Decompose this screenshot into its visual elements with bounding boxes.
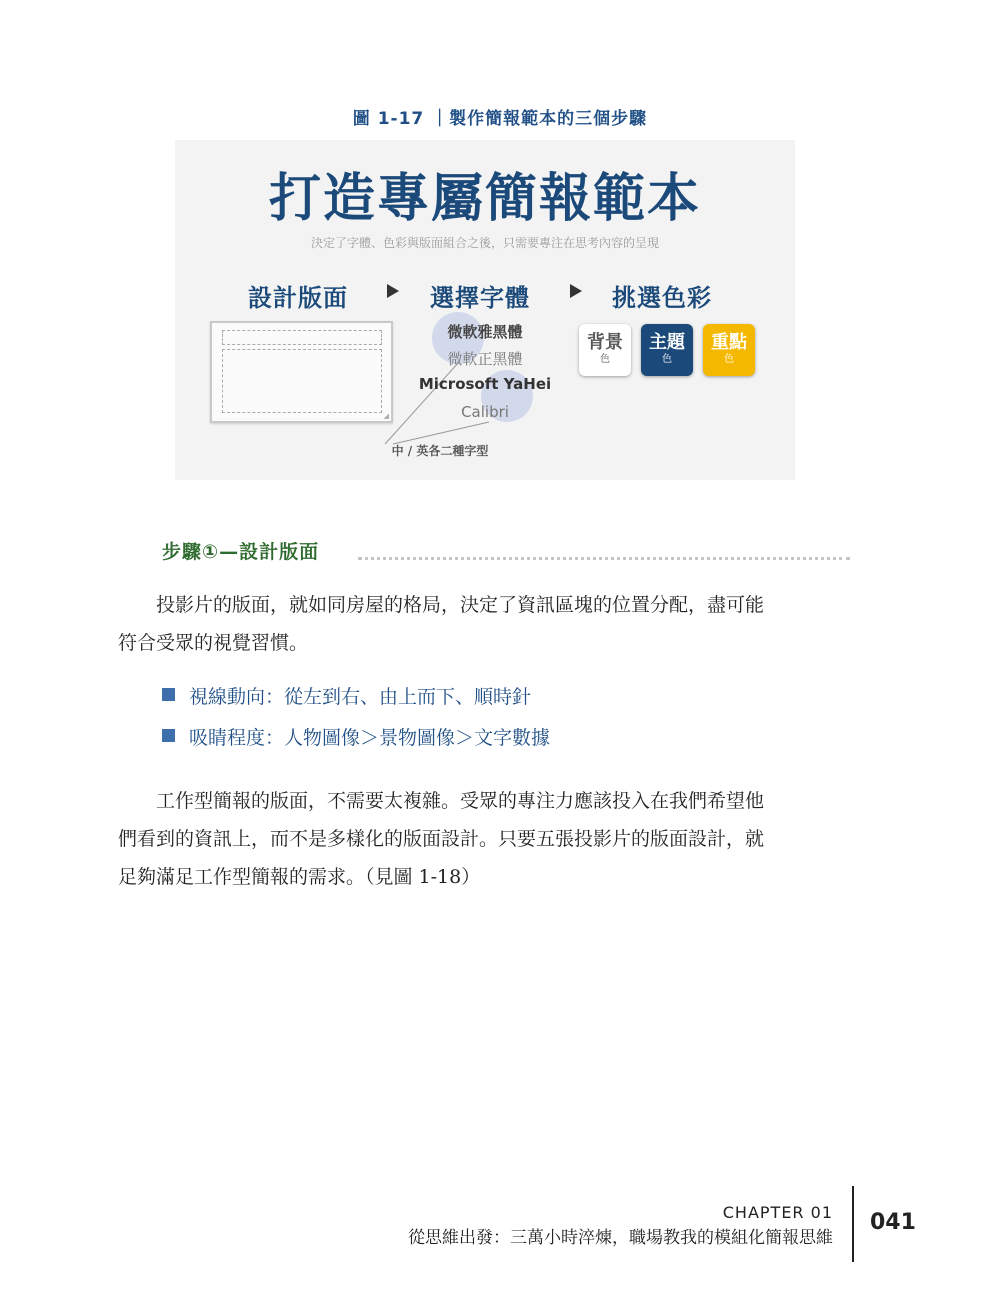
- figure-caption: 圖 1-17 ｜製作簡報範本的三個步驟: [352, 109, 648, 129]
- resize-corner-icon: ◢: [383, 412, 389, 420]
- swatch-label: 重點: [711, 332, 747, 353]
- list-item-text: 吸睛程度：人物圖像＞景物圖像＞文字數據: [189, 727, 551, 749]
- list-item-text: 視線動向：從左到右、由上而下、順時針: [189, 686, 532, 708]
- font-option-yahei-cn: 微軟雅黑體: [447, 323, 523, 341]
- swatch-sublabel: 色: [724, 354, 734, 365]
- swatch-sublabel: 色: [600, 354, 610, 365]
- swatch-accent-color: [703, 324, 755, 376]
- layout-title-placeholder: [222, 330, 382, 345]
- paragraph-body: [118, 782, 858, 896]
- swatch-background-color: [579, 324, 631, 376]
- footer-chapter-label: CHAPTER 01: [722, 1203, 833, 1222]
- figure-subtitle: 決定了字體、色彩與版面組合之後，只需要專注在思考內容的呈現: [310, 236, 659, 250]
- paragraph-intro: [118, 586, 858, 662]
- swatch-sublabel: 色: [662, 354, 672, 365]
- layout-content-placeholder: [222, 349, 382, 413]
- font-option-yahei-en: Microsoft YaHei: [418, 375, 552, 393]
- paragraph-line: 們看到的資訊上，而不是多樣化的版面設計。只要五張投影片的版面設計，就: [118, 828, 765, 850]
- swatch-label: 主題: [649, 332, 685, 353]
- swatch-label: 背景: [587, 332, 623, 353]
- section-dotted-rule: [358, 557, 850, 560]
- font-option-jhenghei: 微軟正黑體: [447, 350, 523, 368]
- figure-panel: [175, 140, 795, 480]
- step-label-font: 選擇字體: [430, 284, 530, 312]
- arrow-right-icon: [570, 284, 582, 298]
- footer-divider: [852, 1186, 854, 1262]
- slide-layout-thumbnail: [210, 321, 393, 423]
- paragraph-line: 符合受眾的視覺習慣。: [118, 632, 309, 654]
- footer-book-title: 從思維出發：三萬小時淬煉，職場教我的模組化簡報思維: [408, 1228, 833, 1248]
- font-option-calibri: Calibri: [461, 403, 509, 421]
- step-label-color: 挑選色彩: [612, 284, 712, 312]
- font-note: 中 / 英各二種字型: [391, 444, 489, 458]
- figure-title: 打造專屬簡報範本: [268, 169, 701, 229]
- bullet-square-icon: [162, 688, 175, 701]
- step-label-layout: 設計版面: [248, 284, 348, 312]
- section-heading: 步驟①—設計版面: [162, 541, 320, 563]
- paragraph-line: 足夠滿足工作型簡報的需求。（見圖 1-18）: [118, 866, 481, 888]
- paragraph-line: 投影片的版面，就如同房屋的格局，決定了資訊區塊的位置分配，盡可能: [118, 594, 765, 616]
- arrow-right-icon: [387, 284, 399, 298]
- bullet-square-icon: [162, 729, 175, 742]
- page-number: 041: [870, 1210, 916, 1235]
- paragraph-line: 工作型簡報的版面，不需要太複雜。受眾的專注力應該投入在我們希望他: [118, 790, 765, 812]
- swatch-theme-color: [641, 324, 693, 376]
